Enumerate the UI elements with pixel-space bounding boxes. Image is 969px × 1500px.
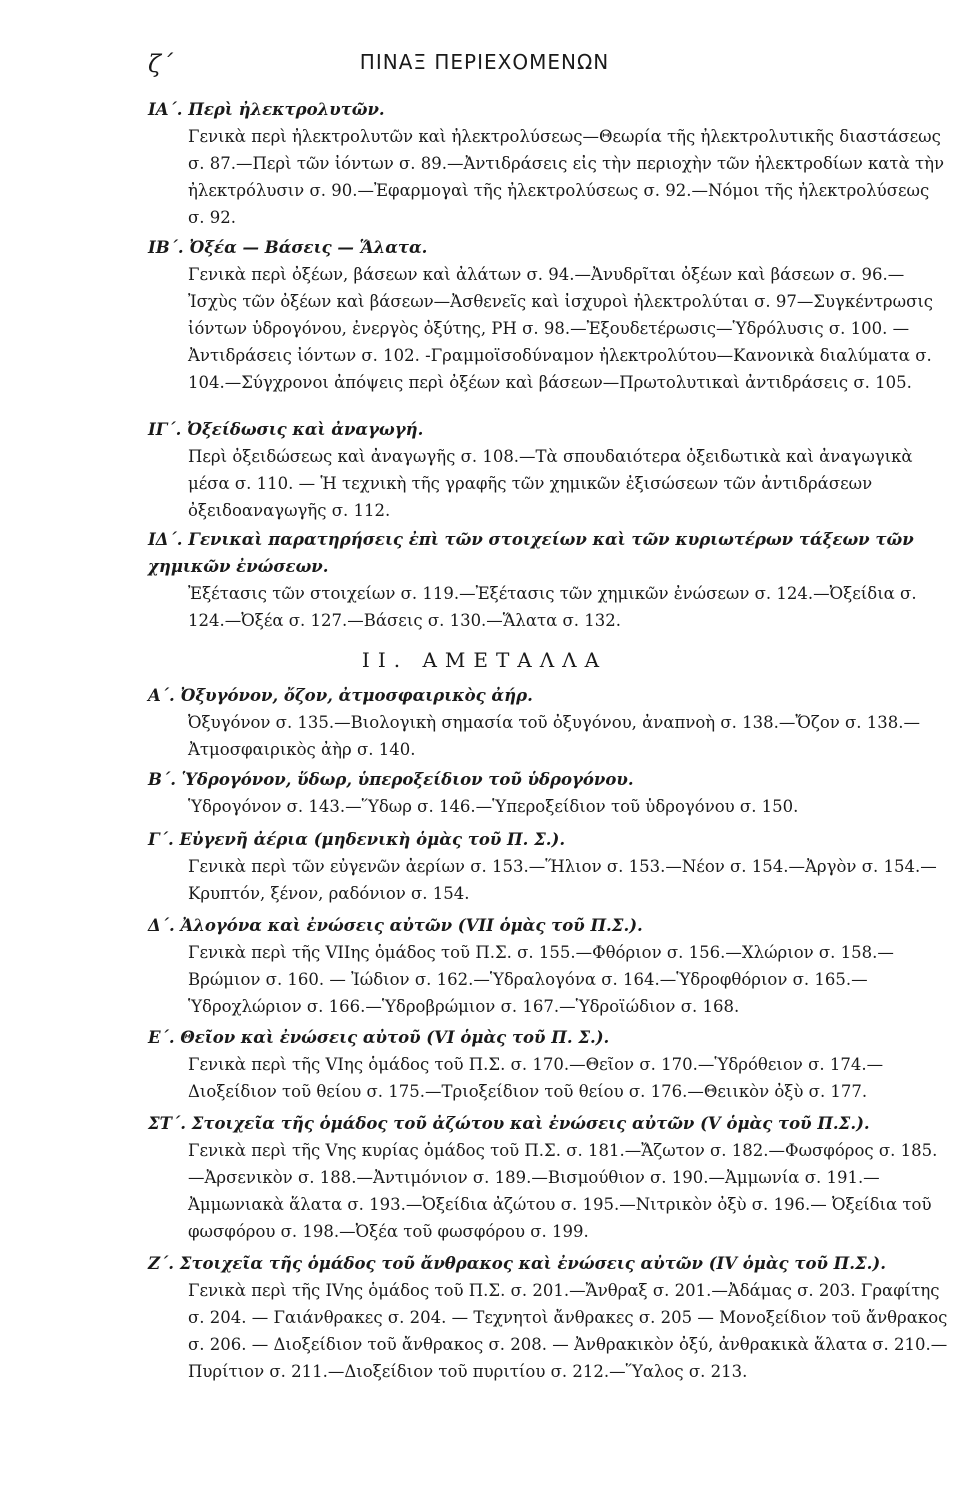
section-body: Γενικὰ περὶ ὀξέων, βάσεων καὶ ἀλάτων σ. 94.—Ἀνυδρῖται ὀξέων καὶ βάσεων σ. 96.— Ἰσχὺς τῶν ὀξέων καὶ βάσεων—Ἀσθενεῖς καὶ ἰσχυροὶ ἠλεκτρολύται σ. 97—Συγκέντρωσις ἰόντων ὑδρογόνου, ἐνεργὸς ὀξύτης, PH σ. 98.—Ἐξουδετέρωσις—Ὑδρόλυσις σ. 100. — Ἀντιδράσεις ἰόντων σ. 102. -Γραμμοϊσοδύναμον ἠλεκτρολύτου—Κανονικὰ διαλύματα σ. 104.—Σύγχρονοι ἀπόψεις περὶ ὀξέων καὶ βάσεων—Πρωτολυτικαὶ ἀντιδράσεις σ. 105. <box>188 265 934 392</box>
section-body: Γενικὰ περὶ τῶν εὐγενῶν ἀερίων σ. 153.—Ἥλιον σ. 153.—Νέον σ. 154.—Ἀργὸν σ. 154.—Κρυπτόν, ξένον, ραδόνιον σ. 154. <box>188 857 937 903</box>
section-body: Γενικὰ περὶ τῆς VIIης ὁμάδος τοῦ Π.Σ. σ. 155.—Φθόριον σ. 156.—Χλώριον σ. 158.— Βρώμιον σ. 160. — Ἰώδιον σ. 162.—Ὑδραλογόνα σ. 164.—Ὑδροφθόριον σ. 165.— Ὑδροχλώριον σ. 166.—Ὑδροβρώμιον σ. 167.—Ὑδροϊώδιον σ. 168. <box>188 943 894 1016</box>
section-g <box>148 826 948 907</box>
section-a <box>148 682 948 763</box>
section-heading: Β΄. Ὑδρογόνον, ὕδωρ, ὑπεροξείδιον τοῦ ὑδρογόνου. <box>148 770 634 789</box>
section-body: Γενικὰ περὶ τῆς IVης ὁμάδος τοῦ Π.Σ. σ. 201.—Ἄνθραξ σ. 201.—Ἀδάμας σ. 203. Γραφίτης σ. 204. — Γαιάνθρακες σ. 204. — Τεχνητοὶ ἄνθρακες σ. 205 — Μονοξείδιον τοῦ ἄνθρακος σ. 206. — Διοξείδιον τοῦ ἄνθρακος σ. 208. — Ἀνθρακικὸν ὀξύ, ἀνθρακικὰ ἅλατα σ. 210.—Πυρίτιον σ. 211.—Διοξείδιον τοῦ πυριτίου σ. 212.—Ὕαλος σ. 213. <box>188 1281 948 1381</box>
section-heading: ΙΔ΄. Γενικαὶ παρατηρήσεις ἐπὶ τῶν στοιχείων καὶ τῶν κυριωτέρων τάξεων τῶν χημικῶν ἐνώσεων. <box>148 530 914 576</box>
page-number: ζ΄ <box>148 50 174 78</box>
section-d <box>148 912 948 1020</box>
section-ig <box>148 416 948 524</box>
section-heading: Γ΄. Εὐγενῆ ἀέρια (μηδενικὴ ὁμὰς τοῦ Π. Σ.). <box>148 830 566 849</box>
section-body: Ὀξυγόνον σ. 135.—Βιολογικὴ σημασία τοῦ ὀξυγόνου, ἀναπνοὴ σ. 138.—Ὄζον σ. 138.—Ἀτμοσφαιρικὸς ἀὴρ σ. 140. <box>188 713 921 759</box>
section-ia <box>148 96 948 231</box>
section-body: Γενικὰ περὶ τῆς VIης ὁμάδος τοῦ Π.Σ. σ. 170.—Θεῖον σ. 170.—Ὑδρόθειον σ. 174.— Διοξείδιον τοῦ θείου σ. 175.—Τριοξείδιον τοῦ θείου σ. 176.—Θειικὸν ὀξὺ σ. 177. <box>188 1055 884 1101</box>
section-body: Γενικὰ περὶ τῆς Vης κυρίας ὁμάδος τοῦ Π.Σ. σ. 181.—Ἄζωτον σ. 182.—Φωσφόρος σ. 185.—Ἀρσενικὸν σ. 188.—Ἀντιμόνιον σ. 189.—Βισμούθιον σ. 190.—Ἀμμωνία σ. 191.—Ἀμμωνιακὰ ἅλατα σ. 193.—Ὀξείδια ἀζώτου σ. 195.—Νιτρικὸν ὀξὺ σ. 196.— Ὀξείδια τοῦ φωσφόρου σ. 198.—Ὀξέα τοῦ φωσφόρου σ. 199. <box>188 1141 938 1241</box>
section-heading: Δ΄. Ἀλογόνα καὶ ἐνώσεις αὐτῶν (VII ὁμὰς τοῦ Π.Σ.). <box>148 916 643 935</box>
section-heading: Ε΄. Θεῖον καὶ ἐνώσεις αὐτοῦ (VI ὁμὰς τοῦ Π. Σ.). <box>148 1028 610 1047</box>
section-body: Ὑδρογόνον σ. 143.—Ὕδωρ σ. 146.—Ὑπεροξείδιον τοῦ ὑδρογόνου σ. 150. <box>188 797 799 816</box>
section-st <box>148 1110 948 1245</box>
section-z <box>148 1250 948 1385</box>
section-body: Ἐξέτασις τῶν στοιχείων σ. 119.—Ἐξέτασις τῶν χημικῶν ἐνώσεων σ. 124.—Ὀξείδια σ. 124.—Ὀξέα σ. 127.—Βάσεις σ. 130.—Ἅλατα σ. 132. <box>188 584 917 630</box>
section-heading: Ζ΄. Στοιχεῖα τῆς ὁμάδος τοῦ ἄνθρακος καὶ ἐνώσεις αὐτῶν (IV ὁμὰς τοῦ Π.Σ.). <box>148 1254 886 1273</box>
section-b <box>148 766 948 820</box>
page-title: ΠΙΝΑΞ ΠΕΡΙΕΧΟΜΕΝΩΝ <box>359 50 610 74</box>
section-heading: ΙΑ΄. Περὶ ἠλεκτρολυτῶν. <box>148 100 385 119</box>
section-heading: ΙΒ΄. Ὀξέα — Βάσεις — Ἅλατα. <box>148 238 428 257</box>
section-ib <box>148 234 948 396</box>
section-body: Γενικὰ περὶ ἠλεκτρολυτῶν καὶ ἠλεκτρολύσεως—Θεωρία τῆς ἠλεκτρολυτικῆς διαστάσεως σ. 87.—Περὶ τῶν ἰόντων σ. 89.—Ἀντιδράσεις εἰς τὴν περιοχὴν τῶν ἠλεκτροδίων κατὰ τὴν ἠλεκτρόλυσιν σ. 90.—Ἐφαρμογαὶ τῆς ἠλεκτρολύσεως σ. 92.—Νόμοι τῆς ἠλεκτρολύσεως σ. 92. <box>188 127 944 227</box>
section-e <box>148 1024 948 1105</box>
part-title: ΙΙ. ΑΜΕΤΑΛΛΑ <box>361 648 608 672</box>
section-id <box>148 526 948 634</box>
section-heading: ΙΓ΄. Ὀξείδωσις καὶ ἀναγωγή. <box>148 420 424 439</box>
section-heading: ΣΤ΄. Στοιχεῖα τῆς ὁμάδος τοῦ ἀζώτου καὶ ἐνώσεις αὐτῶν (V ὁμὰς τοῦ Π.Σ.). <box>148 1114 870 1133</box>
section-heading: Α΄. Ὀξυγόνον, ὄζον, ἀτμοσφαιρικὸς ἀήρ. <box>148 686 533 705</box>
section-body: Περὶ ὀξειδώσεως καὶ ἀναγωγῆς σ. 108.—Τὰ σπουδαιότερα ὀξειδωτικὰ καὶ ἀναγωγικὰ μέσα σ. 110. — Ἡ τεχνικὴ τῆς γραφῆς τῶν χημικῶν ἐξισώσεων τῶν ἀντιδράσεων ὀξειδοαναγωγῆς σ. 112. <box>188 447 913 520</box>
